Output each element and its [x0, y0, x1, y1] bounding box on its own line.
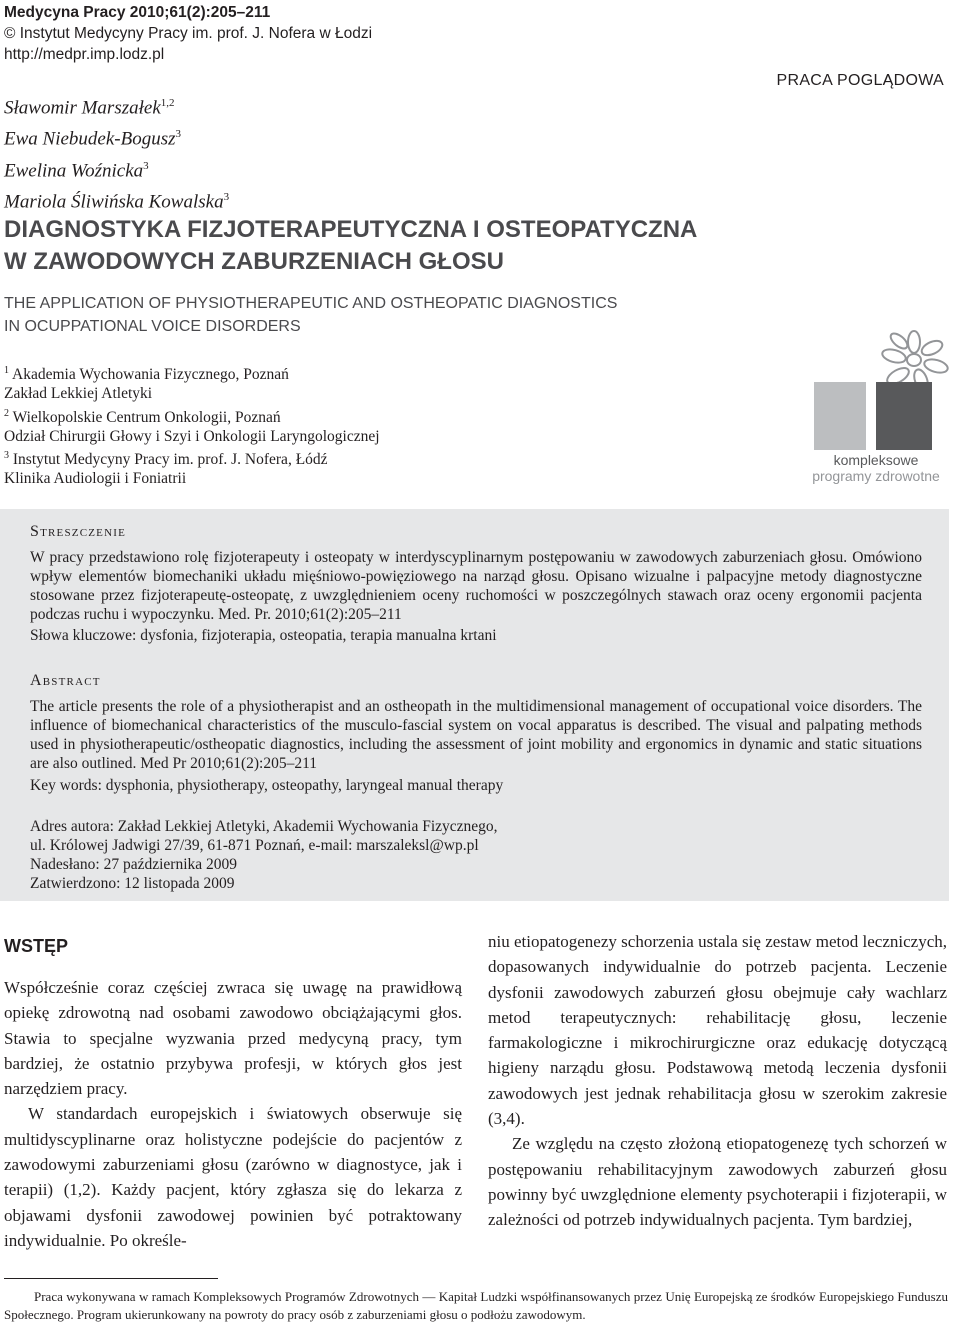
affiliation-line: Zakład Lekkiej Atletyki: [4, 385, 153, 403]
abstract-text: The article presents the role of a physiotherapist and an ostheopath in the multidimensional management of occupational voice disorders. The influence of biomechanical characteristics of the musculo-fascial system on vocal apparatus is described. The visual and palpating methods used in physiotherapeutic/ostheopatic diagnostics, including the assessment of joint mobility and ergonomics in dynamic and static situations are also outlined. Med Pr 2010;61(2):205–211: [30, 698, 922, 772]
affiliation-line: $^1$ Akademia Wychowania Fizycznego, Poznań: [4, 365, 289, 384]
journal-copyright: © Instytut Medycyny Pracy im. prof. J. Nofera w Łodzi: [4, 25, 373, 42]
affiliation-line: $^2$ Wielkopolskie Centrum Onkologii, Poznań: [4, 407, 281, 426]
accepted-date: Zatwierdzono: 12 listopada 2009: [30, 875, 235, 892]
streszczenie-keywords: Słowa kluczowe: dysfonia, fizjoterapia, osteopatia, terapia manualna krtani: [30, 627, 497, 644]
logo-square-light: [814, 382, 866, 450]
streszczenie-heading: Streszczenie: [30, 523, 127, 540]
affiliation-line: Odział Chirurgii Głowy i Szyi i Onkologii Laryngologicznej: [4, 427, 380, 445]
logo-square-dark: [876, 382, 932, 450]
author-list: [4, 90, 229, 215]
body-column-left: [4, 933, 462, 1253]
article-title-english: THE APPLICATION OF PHYSIOTHERAPEUTIC AND OSTHEOPATIC DIAGNOSTICS IN OCUPPATIONAL VOICE DISORDERS: [4, 295, 618, 335]
footnote-divider: [4, 1278, 218, 1279]
journal-title: Medycyna Pracy 2010;61(2):205–211: [4, 4, 271, 21]
program-logo: [806, 330, 956, 490]
body-column-right: [488, 929, 947, 1233]
correspondence-block: [30, 817, 922, 893]
streszczenie-text: W pracy przedstawiono rolę fizjoterapeuty i osteopaty w interdyscyplinarnym postępowaniu w zawodowych zaburzeniach głosu. Omówiono wpływ elementów biomechaniki układu mięśniowo-powięziowego na narząd głosu. Opisano wizualne i palpacyjne metody diagnostyczne stosowane przez fizjoterapeutę-osteopatę, z uwzględnieniem oceny ruchomości w poszczególnych stawach oraz oceny ergonomii pacjenta podczas ruchu i wypoczynku. Med. Pr. 2010;61(2):205–211: [30, 549, 922, 623]
received-date: Nadesłano: 27 października 2009: [30, 856, 238, 873]
author: Ewa Niebudek-Bogusz$^3$: [4, 128, 182, 150]
abstract-keywords: Key words: dysphonia, physiotherapy, osteopathy, laryngeal manual therapy: [30, 777, 504, 794]
journal-url[interactable]: http://medpr.imp.lodz.pl: [4, 46, 165, 63]
body-paragraph: W standardach europejskich i światowych obserwuje się multidyscyplinarne oraz holistyczne podejście do pacjentów z zawodowymi zaburzeniami głosu (zarówno w diagnostyce, jak i terapii) (1,2). Każdy pacjent, który zgłasza się do lekarza z objawami dysfonii zawodowej powinien być potraktowany indywidualnie. Po określe-: [4, 1104, 462, 1250]
correspondence-line: ul. Królowej Jadwigi 27/39, 61-871 Poznań, e-mail: marszaleksl@wp.pl: [30, 837, 479, 854]
body-paragraph: Ze względu na często złożoną etiopatogenezę tych schorzeń w postępowaniu rehabilitacyjnym zawodowych zaburzeń głosu powinny być uwzględnione elementy psychoterapii i fizjoterapii, w zależności od potrzeb indywidualnych pacjenta. Tym bardziej,: [488, 1134, 947, 1230]
body-paragraph: niu etiopatogenezy schorzenia ustala się zestaw metod leczniczych, dopasowanych indywidualnie do potrzeb pacjenta. Leczenie dysfonii zawodowych zaburzeń głosu obejmuje cały wachlarz metod terapeutycznych: rehabilitację głosu, leczenie farmakologiczne i mikrochirurgiczne oraz edukację dotyczącą higieny narządu głosu. Podstawową metodą leczenia dysfonii zawodowych jest jednak rehabilitacja głosu w szerokim zakresie (3,4).: [488, 932, 947, 1129]
author: Mariola Śliwińska Kowalska$^3$: [4, 190, 230, 213]
affiliation-line: $^3$ Instytut Medycyny Pracy im. prof. J. Nofera, Łódź: [4, 450, 328, 469]
body-paragraph: Współcześnie coraz częściej zwraca się uwagę na prawidłową opiekę zdrowotną nad osobami zawodowo obciążającymi głos. Stawia to specjalne wyzwania przed medycyną pracy, tym bardziej, że ostatnio przybywa profesji, w których głos jest narzędziem pracy.: [4, 978, 462, 1099]
abstract-panel: [0, 509, 949, 901]
logo-text-line1: kompleksowe: [833, 452, 919, 468]
affiliations: [4, 361, 380, 489]
footnote: Praca wykonywana w ramach Kompleksowych Programów Zdrowotnych — Kapitał Ludzki współfinansowanych przez Unię Europejską ze środków Europejskiego Funduszu Społecznego. Program ukierunkowany na powroty do pracy osób z zaburzeniami głosu o podłożu zawodowym.: [4, 1289, 948, 1322]
article-title-polish: DIAGNOSTYKA FIZJOTERAPEUTYCZNA I OSTEOPATYCZNA W ZAWODOWYCH ZABURZENIACH GŁOSU: [4, 216, 698, 275]
author: Sławomir Marszałek$^{1,2}$: [4, 97, 175, 119]
author: Ewelina Woźnicka$^3$: [4, 159, 149, 181]
affiliation-line: Klinika Audiologii i Foniatrii: [4, 470, 187, 488]
abstract-heading: Abstract: [30, 672, 101, 689]
journal-header: [4, 2, 372, 65]
article-type-label: PRACA POGLĄDOWA: [776, 72, 944, 89]
logo-text-line2: programy zdrowotne: [812, 468, 940, 484]
correspondence-line: Adres autora: Zakład Lekkiej Atletyki, Akademii Wychowania Fizycznego,: [30, 818, 498, 835]
section-heading: WSTĘP: [4, 936, 69, 956]
